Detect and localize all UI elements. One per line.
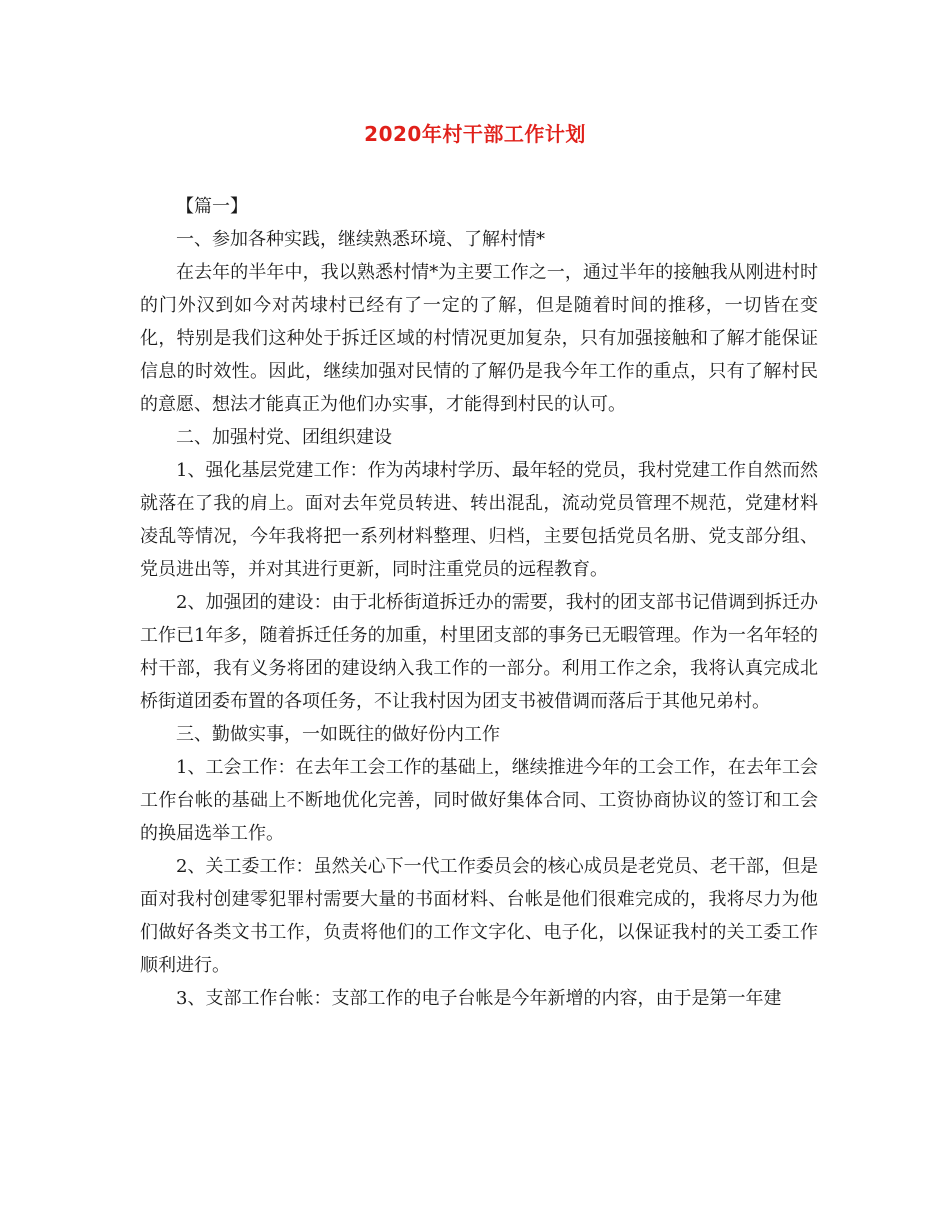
paragraph: 3、支部工作台帐：支部工作的电子台帐是今年新增的内容，由于是第一年建 bbox=[176, 988, 782, 1009]
section-heading: 二、加强村党、团组织建设 bbox=[176, 427, 392, 448]
paragraph: 1、强化基层党建工作：作为芮埭村学历、最年轻的党员，我村党建工作自然而然就落在了我的肩上。面对去年党员转进、转出混乱，流动党员管理不规范，党建材料凌乱等情况，今年我将把一系列材料整理、归档，主要包括党员名册、党支部分组、党员进出等，并对其进行更新，同时注重党员的远程教育。 bbox=[140, 460, 818, 580]
paragraph: 1、工会工作：在去年工会工作的基础上，继续推进今年的工会工作，在去年工会工作台帐的基础上不断地优化完善，同时做好集体合同、工资协商协议的签订和工会的换届选举工作。 bbox=[140, 757, 818, 844]
section-heading: 一、参加各种实践，继续熟悉环境、了解村情* bbox=[176, 229, 545, 250]
document-body bbox=[140, 190, 818, 1015]
paragraph: 2、关工委工作：虽然关心下一代工作委员会的核心成员是老党员、老干部，但是面对我村创建零犯罪村需要大量的书面材料、台帐是他们很难完成的，我将尽力为他们做好各类文书工作，负责将他们的工作文字化、电子化，以保证我村的关工委工作顺利进行。 bbox=[140, 856, 818, 976]
section-label: 【篇一】 bbox=[176, 196, 248, 217]
paragraph: 2、加强团的建设：由于北桥街道拆迁办的需要，我村的团支部书记借调到拆迁办工作已1年多，随着拆迁任务的加重，村里团支部的事务已无暇管理。作为一名年轻的村干部，我有义务将团的建设纳入我工作的一部分。利用工作之余，我将认真完成北桥街道团委布置的各项任务，不让我村因为团支书被借调而落后于其他兄弟村。 bbox=[140, 592, 818, 712]
document-title: 2020年村干部工作计划 bbox=[364, 122, 586, 146]
section-heading: 三、勤做实事，一如既往的做好份内工作 bbox=[176, 724, 500, 745]
paragraph: 在去年的半年中，我以熟悉村情*为主要工作之一，通过半年的接触我从刚进村时的门外汉到如今对芮埭村已经有了一定的了解，但是随着时间的推移，一切皆在变化，特别是我们这种处于拆迁区域的村情况更加复杂，只有加强接触和了解才能保证信息的时效性。因此，继续加强对民情的了解仍是我今年工作的重点，只有了解村民的意愿、想法才能真正为他们办实事，才能得到村民的认可。 bbox=[140, 262, 818, 415]
